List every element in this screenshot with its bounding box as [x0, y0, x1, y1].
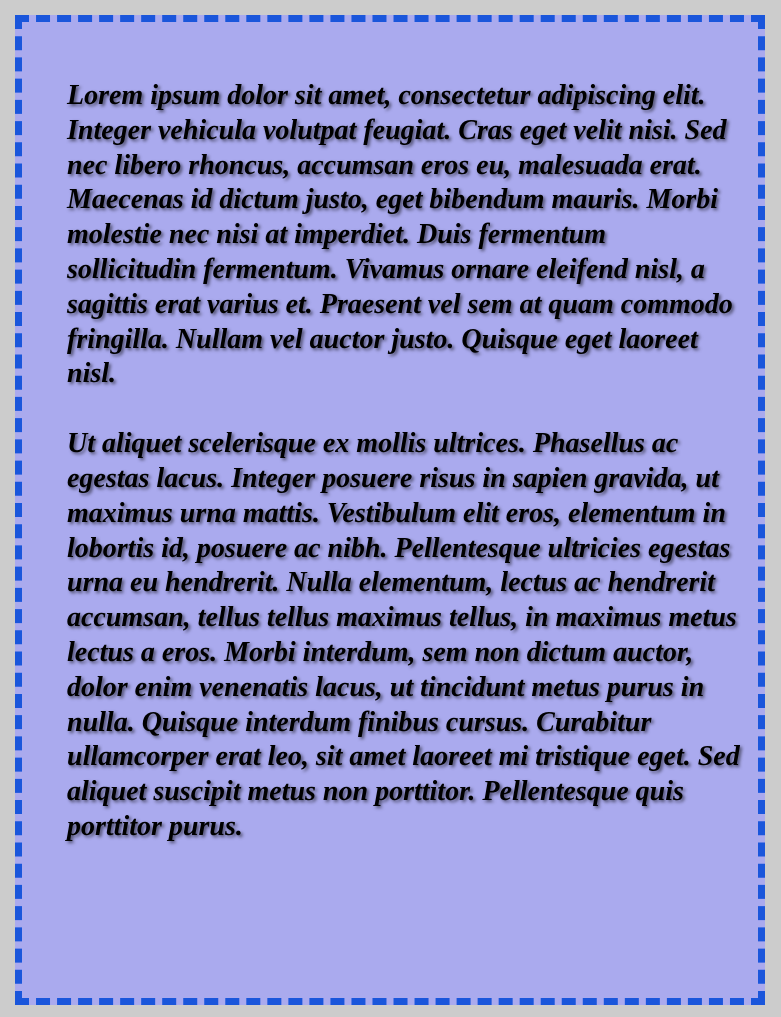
paragraph-1: Lorem ipsum dolor sit amet, consectetur adipiscing elit. Integer vehicula volutpat feugiat. Cras eget velit nisi. Sed nec libero rhoncus, accumsan eros eu, malesuada erat. Maecenas id dictum justo, eget bibendum mauris. Morbi molestie nec nisi at imperdiet. Duis fermentum sollicitudin fermentum. Vivamus ornare eleifend nisl, a sagittis erat varius et. Praesent vel sem at quam commodo fringilla. Nullam vel auctor justo. Quisque eget laoreet nisl.: [67, 80, 733, 390]
paragraph-2: Ut aliquet scelerisque ex mollis ultrices. Phasellus ac egestas lacus. Integer posuere risus in sapien gravida, ut maximus urna mattis. Vestibulum elit eros, elementum in lobortis id, posuere ac nibh. Pellentesque ultricies egestas urna eu hendrerit. Nulla elementum, lectus ac hendrerit accumsan, tellus tellus maximus tellus, in maximus metus lectus a eros. Morbi interdum, sem non dictum auctor, dolor enim venenatis lacus, ut tincidunt metus purus in nulla. Quisque interdum finibus cursus. Curabitur ullamcorper erat leo, sit amet laoreet mi tristique eget. Sed aliquet suscipit metus non porttitor. Pellentesque quis porttitor purus.: [67, 428, 740, 842]
text-panel: [15, 15, 765, 1005]
document-body: [67, 79, 742, 845]
